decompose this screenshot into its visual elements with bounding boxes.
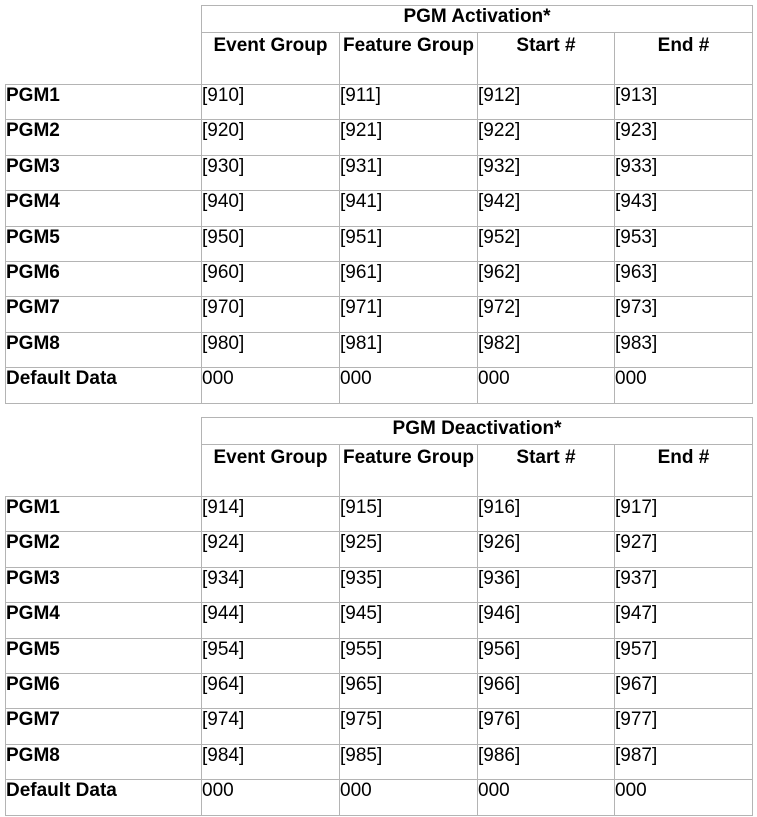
- pgm-activation-table: [5, 5, 753, 404]
- table-cell: [976]: [478, 709, 615, 744]
- row-label: PGM5: [6, 226, 202, 261]
- table-row: [6, 120, 753, 155]
- table-cell: [975]: [340, 709, 478, 744]
- header-row: [6, 33, 753, 85]
- table-cell: [937]: [615, 567, 753, 602]
- table-row: [6, 638, 753, 673]
- table-cell: [936]: [478, 567, 615, 602]
- table-cell: [966]: [478, 673, 615, 708]
- table-row: [6, 226, 753, 261]
- table-cell: [917]: [615, 497, 753, 532]
- row-label: PGM1: [6, 497, 202, 532]
- row-label: PGM3: [6, 155, 202, 190]
- row-label: PGM1: [6, 85, 202, 120]
- table-cell: [923]: [615, 120, 753, 155]
- table-row: [6, 85, 753, 120]
- table-cell: [960]: [202, 261, 340, 296]
- table-cell: [987]: [615, 744, 753, 779]
- row-label: PGM6: [6, 673, 202, 708]
- table-cell: [964]: [202, 673, 340, 708]
- table-cell: [957]: [615, 638, 753, 673]
- table-cell: [963]: [615, 261, 753, 296]
- table-cell: [984]: [202, 744, 340, 779]
- column-header: Event Group: [202, 445, 340, 497]
- table-cell: [977]: [615, 709, 753, 744]
- table-cell: [943]: [615, 191, 753, 226]
- table-cell: 000: [478, 780, 615, 815]
- table-cell: [927]: [615, 532, 753, 567]
- row-label: PGM7: [6, 297, 202, 332]
- column-header: Start #: [478, 33, 615, 85]
- row-label: PGM4: [6, 603, 202, 638]
- table-cell: [974]: [202, 709, 340, 744]
- table-cell: 000: [615, 368, 753, 403]
- pgm-deactivation-table: [5, 417, 753, 816]
- row-label: PGM2: [6, 120, 202, 155]
- table-cell: [986]: [478, 744, 615, 779]
- table-cell: [916]: [478, 497, 615, 532]
- table-cell: [985]: [340, 744, 478, 779]
- table-cell: [965]: [340, 673, 478, 708]
- table-cell: [945]: [340, 603, 478, 638]
- table-cell: [971]: [340, 297, 478, 332]
- row-label: PGM4: [6, 191, 202, 226]
- table-row: [6, 297, 753, 332]
- table-cell: [932]: [478, 155, 615, 190]
- row-label: PGM2: [6, 532, 202, 567]
- row-label: PGM5: [6, 638, 202, 673]
- table-cell: [935]: [340, 567, 478, 602]
- table-cell: [921]: [340, 120, 478, 155]
- title-row: [6, 6, 753, 33]
- table-cell: 000: [202, 368, 340, 403]
- column-header: Start #: [478, 445, 615, 497]
- table-cell: [924]: [202, 532, 340, 567]
- corner-blank: [6, 445, 202, 497]
- row-label: Default Data: [6, 368, 202, 403]
- header-row: [6, 445, 753, 497]
- corner-blank: [6, 33, 202, 85]
- table-row: [6, 191, 753, 226]
- table-cell: [925]: [340, 532, 478, 567]
- table-row: [6, 709, 753, 744]
- table-cell: [973]: [615, 297, 753, 332]
- table-cell: [913]: [615, 85, 753, 120]
- table-cell: [914]: [202, 497, 340, 532]
- table-row: [6, 744, 753, 779]
- table-row: [6, 261, 753, 296]
- table-cell: 000: [202, 780, 340, 815]
- pgm-deactivation-body: [6, 418, 753, 816]
- table-cell: [950]: [202, 226, 340, 261]
- table-cell: [911]: [340, 85, 478, 120]
- table-cell: [926]: [478, 532, 615, 567]
- column-header: Feature Group: [340, 33, 478, 85]
- table-cell: [930]: [202, 155, 340, 190]
- table-row: [6, 603, 753, 638]
- table-cell: 000: [340, 780, 478, 815]
- row-label: PGM3: [6, 567, 202, 602]
- table-row: [6, 780, 753, 815]
- table-cell: [955]: [340, 638, 478, 673]
- table-cell: [972]: [478, 297, 615, 332]
- row-label: Default Data: [6, 780, 202, 815]
- table-cell: [980]: [202, 332, 340, 367]
- table-row: [6, 673, 753, 708]
- table-cell: [983]: [615, 332, 753, 367]
- table-cell: 000: [340, 368, 478, 403]
- table-row: [6, 332, 753, 367]
- column-header: Feature Group: [340, 445, 478, 497]
- table-cell: [920]: [202, 120, 340, 155]
- table-cell: 000: [478, 368, 615, 403]
- table-cell: [954]: [202, 638, 340, 673]
- table-cell: [910]: [202, 85, 340, 120]
- table-cell: [942]: [478, 191, 615, 226]
- row-label: PGM8: [6, 744, 202, 779]
- table-row: [6, 155, 753, 190]
- table-row: [6, 567, 753, 602]
- table-cell: [982]: [478, 332, 615, 367]
- corner-blank: [6, 418, 202, 445]
- table-cell: [953]: [615, 226, 753, 261]
- title-row: [6, 418, 753, 445]
- table-row: [6, 497, 753, 532]
- column-header: Event Group: [202, 33, 340, 85]
- table-cell: 000: [615, 780, 753, 815]
- table-cell: [951]: [340, 226, 478, 261]
- table-cell: [956]: [478, 638, 615, 673]
- table-cell: [967]: [615, 673, 753, 708]
- table-cell: [970]: [202, 297, 340, 332]
- table-cell: [961]: [340, 261, 478, 296]
- table-cell: [933]: [615, 155, 753, 190]
- table-cell: [947]: [615, 603, 753, 638]
- table-row: [6, 532, 753, 567]
- corner-blank: [6, 6, 202, 33]
- column-header: End #: [615, 33, 753, 85]
- table-cell: [981]: [340, 332, 478, 367]
- table-cell: [946]: [478, 603, 615, 638]
- row-label: PGM6: [6, 261, 202, 296]
- table-cell: [941]: [340, 191, 478, 226]
- pgm-activation-body: [6, 6, 753, 404]
- deactivation-title: PGM Deactivation*: [202, 418, 753, 445]
- table-cell: [912]: [478, 85, 615, 120]
- table-cell: [944]: [202, 603, 340, 638]
- row-label: PGM7: [6, 709, 202, 744]
- table-cell: [952]: [478, 226, 615, 261]
- activation-title: PGM Activation*: [202, 6, 753, 33]
- row-label: PGM8: [6, 332, 202, 367]
- table-cell: [962]: [478, 261, 615, 296]
- table-cell: [931]: [340, 155, 478, 190]
- table-cell: [940]: [202, 191, 340, 226]
- table-cell: [915]: [340, 497, 478, 532]
- table-cell: [922]: [478, 120, 615, 155]
- table-cell: [934]: [202, 567, 340, 602]
- column-header: End #: [615, 445, 753, 497]
- table-row: [6, 368, 753, 403]
